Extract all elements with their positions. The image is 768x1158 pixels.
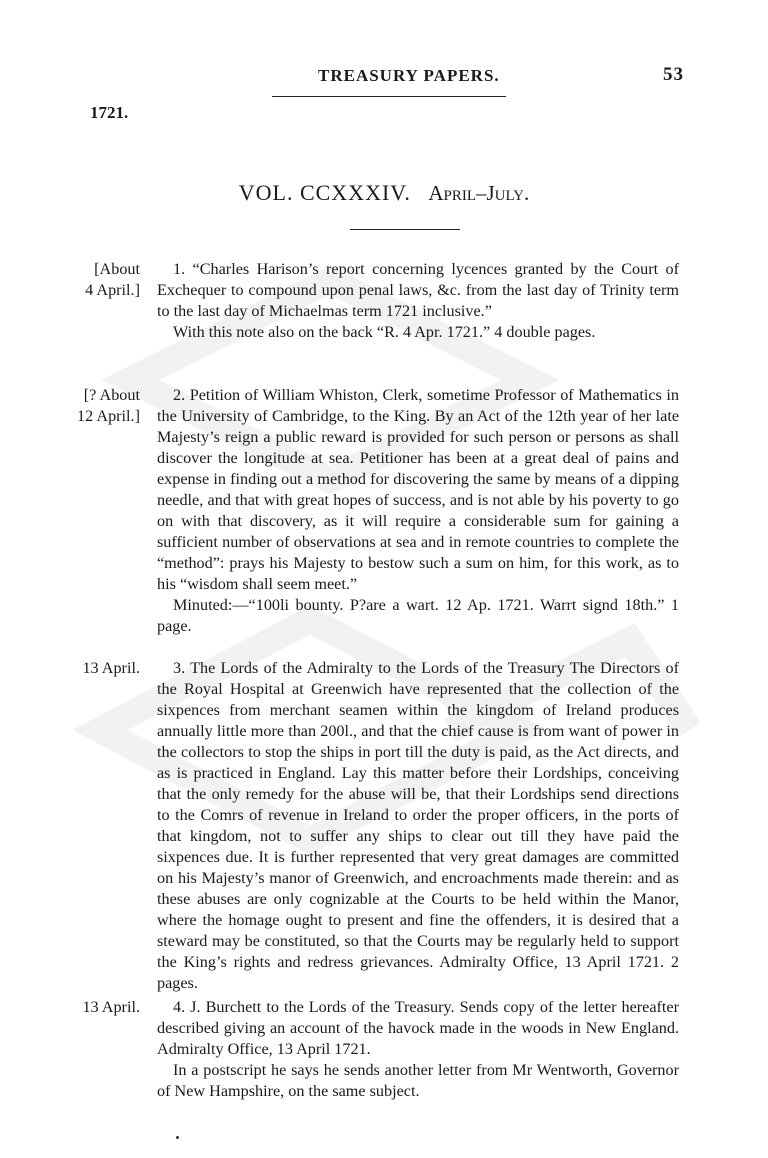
date-line: 13 April.	[82, 998, 140, 1016]
stray-mark	[176, 1136, 179, 1139]
date-line: [? About	[83, 386, 140, 404]
header-rule	[272, 96, 506, 97]
entry-note: In a postscript he says he sends another letter from Mr Wentworth, Governor of New Hampshire, on the same subject.	[157, 1061, 679, 1100]
date-line: 4 April.]	[85, 281, 140, 299]
entry-note: Minuted:—“100li bounty. P?are a wart. 12 Ap. 1721. Warrt signd 18th.” 1 page.	[157, 596, 679, 635]
entry-paragraph: 4. J. Burchett to the Lords of the Treasury. Sends copy of the letter hereafter described giving an account of the havock made in the woods in New England. Admiralty Office, 13 April 1721.	[157, 998, 679, 1058]
volume-heading	[0, 180, 768, 206]
date-line: 12 April.]	[77, 407, 140, 425]
volume-rule	[350, 229, 460, 230]
entry-paragraph: 3. The Lords of the Admiralty to the Lords of the Treasury The Directors of the Royal Hospital at Greenwich have represented that the collection of the sixpences from merchant seamen within the kingdom of Ireland produces annually little more than 200l., and that the chief cause is from want of power in the collectors to stop the ships in port till the duty is paid, as the Act directs, and as is practiced in England. Lay this matter before their Lordships, conceiving that the only remedy for the abuse will be, that their Lordships send directions to the Comrs of revenue in Ireland to order the proper officers, in the ports of that kingdom, not to suffer any ships to clear out till they have paid the sixpences due. It is further represented that very great damages are committed on his Majesty’s manor of Greenwich, and encroachments made therein: and as these abuses are only cognizable at the Courts to be held within the Manor, where the homage ought to present and fine the offenders, it is desired that a steward may be constituted, so that the Courts may be regularly held to support the King’s rights and redress grievances. Admiralty Office, 13 April 1721. 2 pages.	[157, 659, 679, 992]
running-title: TREASURY PAPERS.	[318, 66, 500, 85]
date-line: [About	[94, 260, 140, 278]
entry-date	[60, 385, 140, 427]
entry-paragraph: 1. “Charles Harison’s report concerning lycences granted by the Court of Exchequer to compound upon penal laws, &c. from the last day of Trinity term to the last day of Michaelmas term 1721 inclusive.”	[157, 260, 679, 320]
entry-note: With this note also on the back “R. 4 Apr. 1721.” 4 double pages.	[173, 323, 596, 341]
entry-date	[60, 658, 140, 679]
entry-date	[60, 259, 140, 301]
year-label: 1721.	[90, 103, 129, 122]
entry-body	[157, 259, 679, 343]
entry-body	[157, 997, 679, 1102]
entry-body	[157, 385, 679, 637]
entry-date	[60, 997, 140, 1018]
date-line: 13 April.	[82, 659, 140, 677]
entry-body	[157, 658, 679, 994]
page-number: 53	[663, 64, 684, 85]
entry-paragraph: 2. Petition of William Whiston, Clerk, sometime Professor of Mathematics in the University of Cambridge, to the King. By an Act of the 12th year of her late Majesty’s reign a public reward is provided for such person or persons as shall discover the longitude at sea. Petitioner has been at a great deal of pains and expense in finding out a method for discovering the same by means of a dipping needle, and that with great hopes of success, and is not able by his poverty to go on with that discovery, as it will require a considerable sum for gaining a sufficient number of observations at sea and in remote countries to complete the “method”: prays his Majesty to bestow such a sum on him, for this work, as to his “wisdom shall seem meet.”	[157, 386, 679, 593]
volume-dates: April–July.	[428, 181, 530, 205]
volume-label: VOL. CCXXXIV.	[238, 180, 411, 205]
